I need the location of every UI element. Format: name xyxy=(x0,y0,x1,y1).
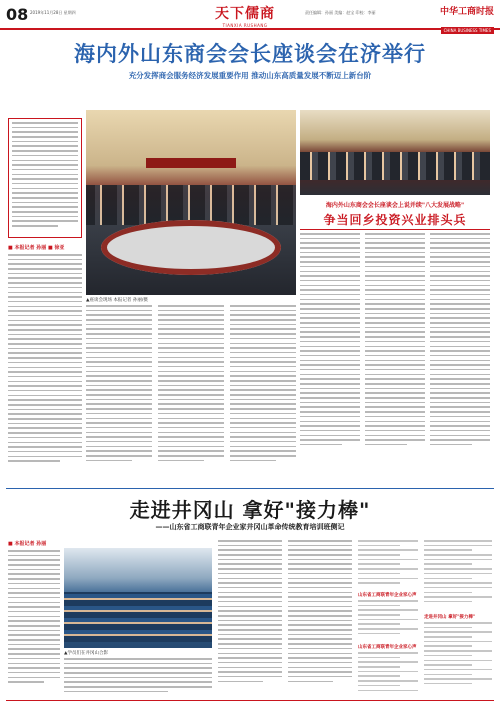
section-brand xyxy=(190,3,300,28)
article1-column-3 xyxy=(158,305,224,483)
article1-column-2 xyxy=(86,305,152,483)
masthead xyxy=(0,0,500,33)
article3-column-1 xyxy=(8,550,60,696)
newspaper-tag: CHINA BUSINESS TIMES xyxy=(441,27,494,34)
speaker-photo xyxy=(300,110,490,195)
section-divider xyxy=(6,488,494,489)
main-subhead: 充分发挥商会服务经济发展重要作用 推动山东高质量发展不断迈上新台阶 xyxy=(128,71,372,80)
second-headline: 走进井冈山 拿好"接力棒" xyxy=(129,498,371,522)
poem-block-1 xyxy=(358,540,418,588)
article3-column-3 xyxy=(288,540,352,696)
sidebar-heading-3: 走进井冈山 拿好"接力棒" xyxy=(424,615,476,620)
group-photo xyxy=(64,548,212,648)
section-title: 天下儒商 xyxy=(215,6,275,22)
page-number: 08 xyxy=(6,5,29,24)
meeting-photo-caption: ▲座谈会现场 本报记者 孙丽/摄 xyxy=(86,298,148,303)
article2-column-3 xyxy=(430,233,490,483)
section-title-pinyin: TIANXIA RUSHANG xyxy=(222,23,268,28)
sidebar-heading-1: 山东省工商联青年企业家心声 xyxy=(358,593,417,598)
main-headline: 海内外山东商会会长座谈会在济举行 xyxy=(74,41,426,66)
group-photo-caption: ▲学员们在井冈山合影 xyxy=(64,651,108,656)
meeting-photo xyxy=(86,110,296,295)
article1-byline: ■ 本报记者 孙丽 ■ 徐亚 xyxy=(8,245,65,251)
poem-block-4 xyxy=(424,540,492,610)
article2-rule xyxy=(300,229,490,230)
article3-byline: ■ 本报记者 孙丽 xyxy=(8,541,47,547)
poem-block-3 xyxy=(358,652,418,696)
poem-block-5 xyxy=(424,622,492,696)
article2-title: 争当回乡投资兴业排头兵 xyxy=(323,213,467,227)
sidebar-heading-2: 山东省工商联青年企业家心声 xyxy=(358,645,417,650)
article2-column-2 xyxy=(365,233,425,483)
article3-column-2 xyxy=(218,540,282,696)
editor-credits: 责任编辑：孙丽 美编：赵宝 印校：李丽 xyxy=(305,10,376,15)
article3-photo-text xyxy=(64,658,212,696)
poem-block-2 xyxy=(358,600,418,640)
commentary-text xyxy=(12,122,78,234)
article1-column-1 xyxy=(8,254,82,482)
issue-date: 2019年11月28日 星期四 xyxy=(30,10,76,15)
second-subhead: ——山东省工商联青年企业家井冈山革命传统教育培训班侧记 xyxy=(155,523,345,531)
article2-kicker: 海内外山东商会会长座谈会上说并续"八大发展战略" xyxy=(325,202,465,209)
article1-column-4 xyxy=(230,305,296,483)
commentary-box xyxy=(8,118,82,238)
article2-column-1 xyxy=(300,233,360,483)
footer-rule xyxy=(6,700,494,701)
newspaper-logo xyxy=(440,4,494,36)
newspaper-name: 中华工商时报 xyxy=(439,7,494,17)
